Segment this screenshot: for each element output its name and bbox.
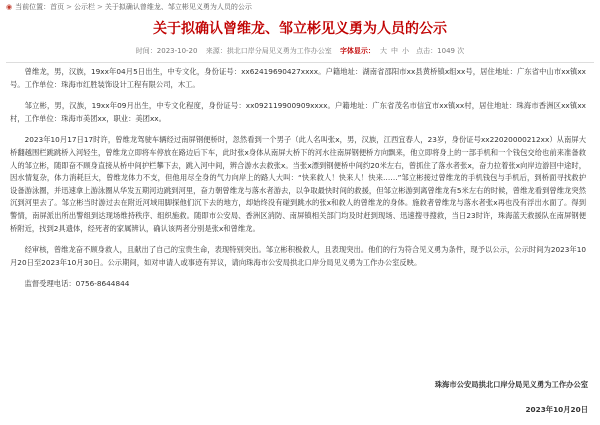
font-size-small[interactable]: 小 bbox=[401, 47, 409, 55]
signature-organization: 珠海市公安局拱北口岸分局见义勇为工作办公室 bbox=[434, 380, 588, 389]
paragraph-person-1: 曾维龙，男，汉族，19xx年04月5日出生，中专文化，身份证号：xx62419690427xxxx。户籍地址：湖南省邵阳市xx县黄桥镇x组xx号，居住地址：广东省中山市xx镇xx号。工作单位：珠海市红胜装饰设计工程有限公司，木工。 bbox=[10, 67, 586, 89]
supervision-phone: 监督受理电话：0756-8644844 bbox=[24, 279, 130, 289]
page-title: 关于拟确认曾维龙、邹立彬见义勇为人员的公示 bbox=[153, 21, 447, 37]
breadcrumb bbox=[6, 0, 594, 14]
breadcrumb-home[interactable]: 首页 bbox=[50, 3, 65, 11]
font-size-medium[interactable]: 中 bbox=[390, 47, 398, 55]
map-pin-icon: ◉ bbox=[6, 3, 13, 11]
divider bbox=[6, 62, 594, 63]
breadcrumb-label: 当前位置： bbox=[15, 3, 51, 11]
breadcrumb-notices[interactable]: 公示栏 bbox=[73, 3, 95, 11]
font-size-large[interactable]: 大 bbox=[379, 47, 387, 55]
paragraph-review: 经审核，曾维龙奋不顾身救人，且献出了自己的宝贵生命，表现特别突出。邹立彬积极救人，且表现突出。他们的行为符合见义勇为条件，现予以公示，公示时间为2023年10月20日至2023年10月30日。公示期间，如对申请人或事迹有异议，请向珠海市公安局拱北口岸分局见义勇为工作办公室反映。 bbox=[10, 245, 586, 267]
publish-time: 时间：2023-10-20 bbox=[135, 47, 198, 55]
breadcrumb-separator: > bbox=[66, 3, 72, 11]
breadcrumb-current: 关于拟确认曾维龙、邹立彬见义勇为人员的公示 bbox=[104, 3, 252, 11]
font-size-label: 字体显示： bbox=[339, 47, 375, 55]
view-count: 点击：1049 次 bbox=[416, 47, 465, 55]
paragraph-incident: 2023年10月17日17时许，曾维龙驾驶车辆经过南屏钢便桥时，忽然看到一个男子（此人名叫张x，男，汉族，江西宜春人，23岁，身份证号xx22020000212xx）从南屏大桥翻越围栏跳跳桥入河轻生，曾维龙立即将车停放在路边后下车，此时张x身体从南屏大桥下的河水往南屏钢便桥方向飘来，他立即将身上的一部手机和一个钱包交给也前来准备救人的邹立彬，随即奋不顾身直接从桥中间护栏攀下去，跳入河中间，辨合游水去救张x。当张x漂到钢便桥中间约20米左右，曾抓住了落水者张x，奋力拉着张x向岸边游回中途时，因水情复杂，体力消耗巨大，曾维龙体力不支，但他用尽全身的气力向岸上的路人大叫：“快来救人！快来人！快来……”邹立彬接过曾维龙的手机钱包与手机后，到桥面寻找救护设备游泳圈，并迅速拿上游泳圈从华发五期河边跳到河里，奋力朝曾维龙与落水者游去，以争取最快时间的救援，但邹立彬游到离曾维龙有5米左右的时候，曾维龙看到曾维龙突然沉到河里去了。邹立彬当时游过去在附近河域用脚探他们沉下去的地方，却始终没有碰到跳水的张x和救人的曾维龙的身体。施救者曾维龙与落水者张x再也没有浮出水面了。得到警情，南屏派出所出警组到达现场维持秩序、组织施救。随即市公安局、香洲区消防、南屏镇相关部门均及时赶到现场、迅速搜寻搜救，当日23时许，珠海蓝天救援队在南屏钢便桥附近，找到2具遗体，经死者的家属辨认，确认该两者分别是张x和曾维龙。 bbox=[10, 135, 586, 233]
breadcrumb-separator: > bbox=[96, 3, 103, 11]
signature-date: 2023年10月20日 bbox=[525, 405, 588, 414]
paragraph-person-2: 邹立彬，男，汉族，19xx年09月出生，中专文化程度，身份证号：xx092119900909xxxx。户籍地址：广东省茂名市信宜市xx镇xx村，居住地址：珠海市香洲区xx镇xx村，工作单位：珠海市美团xx，职业：美团xx。 bbox=[10, 101, 586, 123]
article-meta bbox=[0, 45, 600, 57]
article-body bbox=[10, 66, 586, 300]
article-source: 来源：拱北口岸分局见义勇为工作办公室 bbox=[205, 47, 332, 55]
